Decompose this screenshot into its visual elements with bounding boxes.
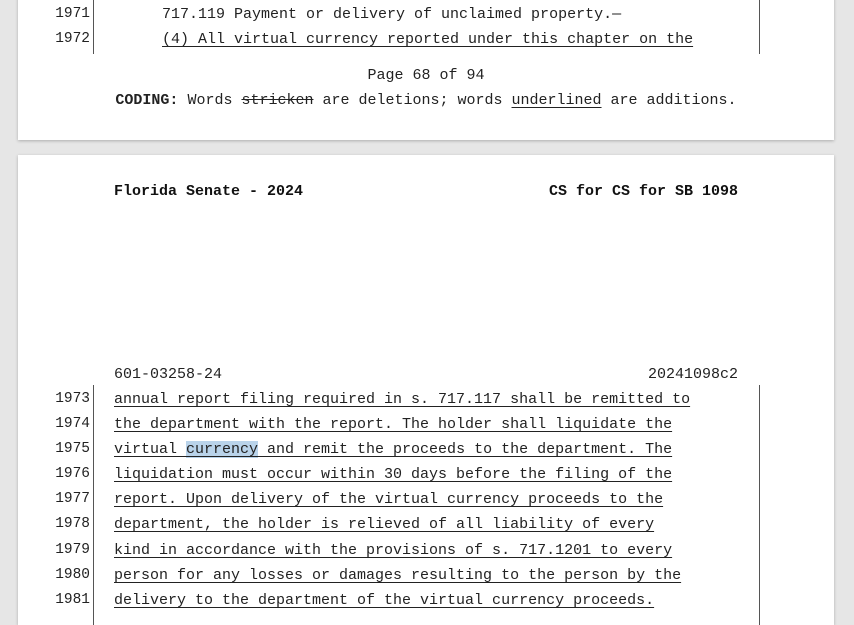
document-line xyxy=(18,588,834,613)
line-number: 1980 xyxy=(55,567,90,583)
document-line xyxy=(18,437,834,462)
line-text: 717.119 Payment or delivery of unclaimed property.— xyxy=(162,6,622,23)
search-highlight: currency xyxy=(186,441,259,458)
coding-label: CODING: xyxy=(115,92,179,109)
document-line xyxy=(18,487,834,512)
document-page-68 xyxy=(18,0,834,140)
document-line xyxy=(18,462,834,487)
line-text: kind in accordance with the provisions of s. 717.1201 to every xyxy=(114,542,673,559)
line-text-segment: and remit the proceeds to the department. The xyxy=(258,441,673,458)
page-indicator: Page 68 of 94 xyxy=(367,67,485,84)
line-number: 1976 xyxy=(55,466,90,482)
line-number: 1973 xyxy=(55,391,90,407)
line-text: delivery to the department of the virtual currency proceeds. xyxy=(114,592,655,609)
document-code-left: 601-03258-24 xyxy=(114,366,223,383)
line-text: liquidation must occur within 30 days before the filing of the xyxy=(114,466,673,483)
line-number: 1972 xyxy=(55,31,90,47)
line-number: 1981 xyxy=(55,592,90,608)
line-number: 1975 xyxy=(55,441,90,457)
coding-text: are additions. xyxy=(601,92,737,109)
line-number: 1978 xyxy=(55,516,90,532)
document-line xyxy=(18,387,834,412)
document-header-left: Florida Senate - 2024 xyxy=(114,183,304,200)
document-line xyxy=(18,512,834,537)
line-text: the department with the report. The holder shall liquidate the xyxy=(114,416,673,433)
coding-legend xyxy=(18,92,834,109)
document-page-69 xyxy=(18,155,834,625)
coding-text: Words xyxy=(178,92,242,109)
line-number: 1979 xyxy=(55,542,90,558)
coding-underlined-example: underlined xyxy=(511,92,602,109)
document-line xyxy=(18,27,834,52)
coding-stricken-example: stricken xyxy=(241,92,314,109)
document-line xyxy=(18,563,834,588)
line-number: 1977 xyxy=(55,491,90,507)
document-code-right: 20241098c2 xyxy=(647,366,738,383)
line-text xyxy=(114,437,672,462)
line-text: annual report filing required in s. 717.117 shall be remitted to xyxy=(114,391,691,408)
line-text: person for any losses or damages resulting to the person by the xyxy=(114,567,682,584)
line-number: 1974 xyxy=(55,416,90,432)
coding-text: are deletions; words xyxy=(313,92,512,109)
line-text: report. Upon delivery of the virtual currency proceeds to the xyxy=(114,491,664,508)
document-line xyxy=(18,538,834,563)
line-text: (4) All virtual currency reported under this chapter on the xyxy=(162,31,694,48)
document-line xyxy=(18,2,834,27)
line-number: 1971 xyxy=(55,6,90,22)
line-text: department, the holder is relieved of all liability of every xyxy=(114,516,655,533)
document-line xyxy=(18,412,834,437)
document-header-right: CS for CS for SB 1098 xyxy=(548,183,738,200)
line-text-segment: virtual xyxy=(114,441,187,458)
